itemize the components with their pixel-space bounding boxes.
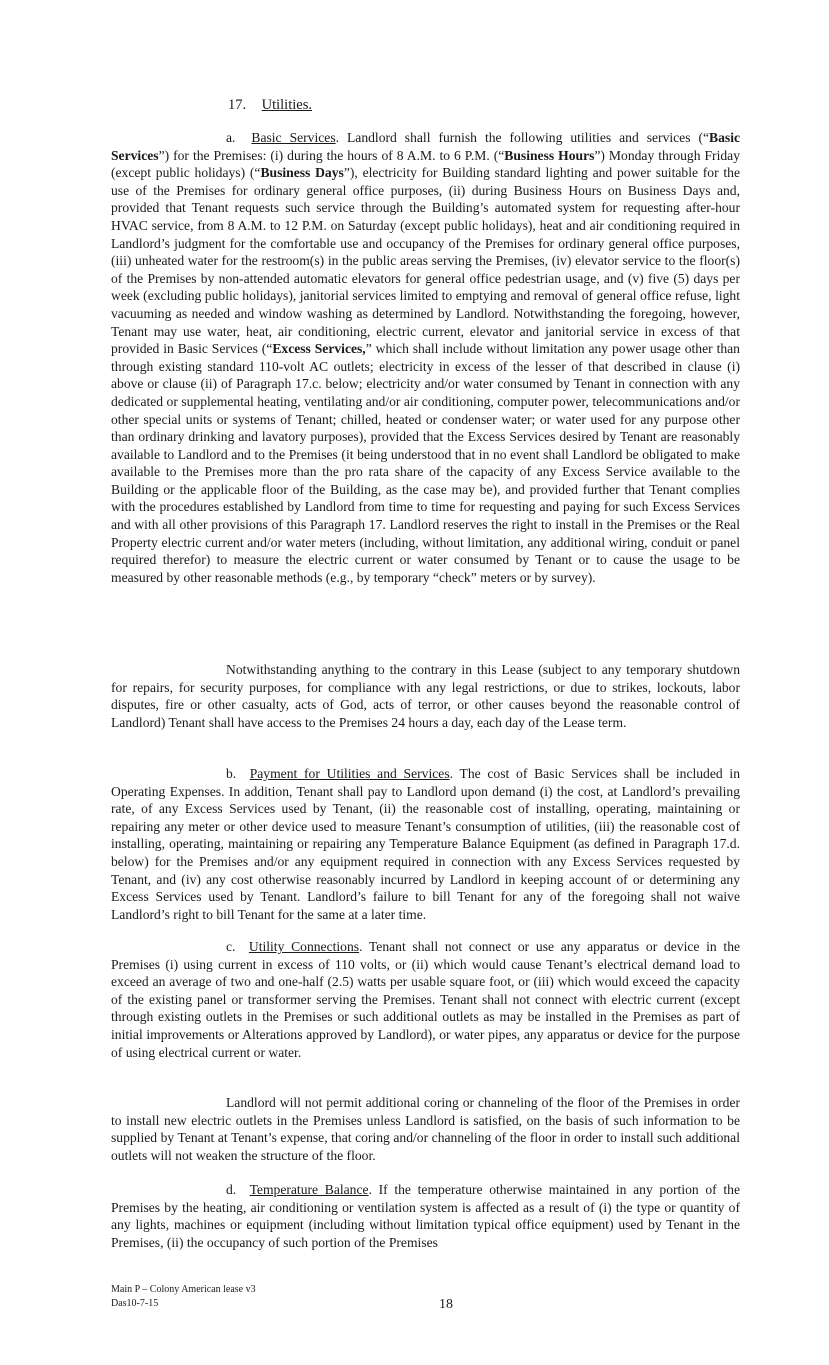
paragraph-d-heading: Temperature Balance (249, 1182, 369, 1197)
paragraph-b-heading: Payment for Utilities and Services (249, 766, 450, 781)
defined-term: Business Hours (504, 147, 595, 163)
paragraph-d: d. Temperature Balance. If the temperature otherwise maintained in any portion of the Premises by the heating, air conditioning or ventilation system is affected as a result of (i) the type or quantity of any lights, machines or equipment (including without limitation typical office equipment) used by Tenant in the Premises, (ii) the occupancy of such portion of the Premises (111, 1182, 740, 1250)
paragraph-d-letter: d. (226, 1182, 237, 1197)
paragraph-c-heading: Utility Connections (248, 939, 360, 954)
paragraph-access: Notwithstanding anything to the contrary in this Lease (subject to any temporary shutdown for repairs, for security purposes, for compliance with any legal restrictions, or due to strikes, lockouts, labor disputes, fire or other casualty, acts of God, acts of terror, or other causes beyond the reasonable control of Landlord) Tenant shall have access to the Premises 24 hours a day, each day of the Lease term. (111, 662, 740, 730)
paragraph-b: b. Payment for Utilities and Services. The cost of Basic Services shall be included in Operating Expenses. In addition, Tenant shall pay to Landlord upon demand (i) the cost, at Landlord’s prevailing rate, of any Excess Services used by Tenant, (ii) the reasonable cost of installing, operating, maintaining or repairing any meter or other device used to measure Tenant’s consumption of utilities, (iii) the reasonable cost of installing, operating, maintaining or repairing any Temperature Balance Equipment (as defined in Paragraph 17.d. below) for the Premises and/or any equipment required in connection with any Excess Services requested by Tenant, and (iv) any cost otherwise reasonably incurred by Landlord in keeping account of or determining any Excess Services used by Tenant. Landlord’s failure to bill Tenant for any of the foregoing shall not waive Landlord’s right to bill Tenant for the same at a later time. (111, 766, 741, 922)
defined-term: Business Days (260, 165, 344, 181)
page-number: 18 (439, 1297, 453, 1312)
defined-term: Excess Services, (272, 341, 366, 357)
document-footer (111, 1283, 256, 1311)
paragraph-a: a. Basic Services. Landlord shall furnish the following utilities and services (“Basic Services”) for the Premises: (i) during the hours of 8 A.M. to 6 P.M. (“Business Hours”) Monday through Friday (except public holidays) (“Business Days”), electricity for Building standard lighting and power suitable for the use of the Premises for ordinary general office purposes, (ii) during Business Hours on Business Days and, provided that Tenant requests such service through the Building’s automated system for requesting after-hour HVAC service, from 8 A.M. to 12 P.M. on Saturday (except public holidays), heat and air conditioning required in Landlord’s judgment for the comfortable use and occupancy of the Premises for ordinary general office purposes, (iii) unheated water for the restroom(s) in the public areas serving the Premises, (iv) elevator service to the floor(s) of the Premises by non-attended automatic elevators for general office pedestrian usage, and (v) five (5) days per week (excluding public holidays), janitorial services limited to emptying and removal of general office refuse, light vacuuming as needed and window washing as determined by Landlord. Notwithstanding the foregoing, however, Tenant may use water, heat, air conditioning, electric current, elevator and janitorial service in excess of that provided in Basic Services (“Excess Services,” which shall include without limitation any power usage other than through existing standard 110-volt AC outlets; electricity in excess of the lesser of that described in clause (i) above or clause (ii) of Paragraph 17.c. below; electricity and/or water consumed by Tenant in connection with any dedicated or supplemental heating, ventilating and/or air conditioning, computer power, telecommunications and/or other special units or systems of Tenant; chilled, heated or condenser water; or water used for any purpose other than ordinary drinking and lavatory purposes), provided that the Excess Services desired by Tenant are reasonably available to Landlord and to the Premises (it being understood that in no event shall Landlord be obligated to make available to the Premises more than the pro rata share of the capacity of any Excess Service available to the Building or the applicable floor of the Building, as the case may be), and provided further that Tenant complies with the procedures established by Landlord from time to time for requesting and paying for such Excess Services and with all other provisions of this Paragraph 17. Landlord reserves the right to install in the Premises or the Real Property electric current and/or water meters (including, without limitation, any additional wiring, conduit or panel required therefor) to measure the electric current or water consumed by Tenant or to cause the usage to be measured by other reasonable methods (e.g., by temporary “check” meters or by survey). (111, 130, 741, 585)
section-heading (228, 97, 312, 114)
paragraph-coring: Landlord will not permit additional coring or channeling of the floor of the Premises in order to install new electric outlets in the Premises unless Landlord is satisfied, on the basis of such information to be supplied by Tenant at Tenant’s expense, that coring and/or channeling of the floor in order to install such additional outlets will not weaken the structure of the floor. (111, 1095, 740, 1163)
footer-document-id: Main P – Colony American lease v3 (111, 1284, 256, 1295)
paragraph-a-heading: Basic Services (251, 130, 336, 145)
paragraph-c: c. Utility Connections. Tenant shall not connect or use any apparatus or device in the Premises (i) using current in excess of 110 volts, or (ii) which would cause Tenant’s electrical demand load to exceed an average of two and one-half (2.5) watts per usable square foot, or (iii) which would exceed the capacity of the existing panel or transformer serving the Premises. Tenant shall not connect with electric current (except through existing outlets in the Premises or such additional outlets as may be installed in the Premises as part of initial improvements or Alterations approved by Landlord), or water pipes, any apparatus or device for the purpose of using electrical current or water. (111, 939, 741, 1060)
paragraph-b-letter: b. (226, 766, 237, 781)
paragraph-a-letter: a. (226, 130, 236, 145)
section-title: Utilities. (261, 97, 312, 113)
section-number: 17. (228, 97, 247, 113)
defined-term: Basic Services (111, 130, 741, 163)
paragraph-c-letter: c. (226, 939, 236, 954)
footer-document-code: Das10-7-15 (111, 1298, 159, 1309)
